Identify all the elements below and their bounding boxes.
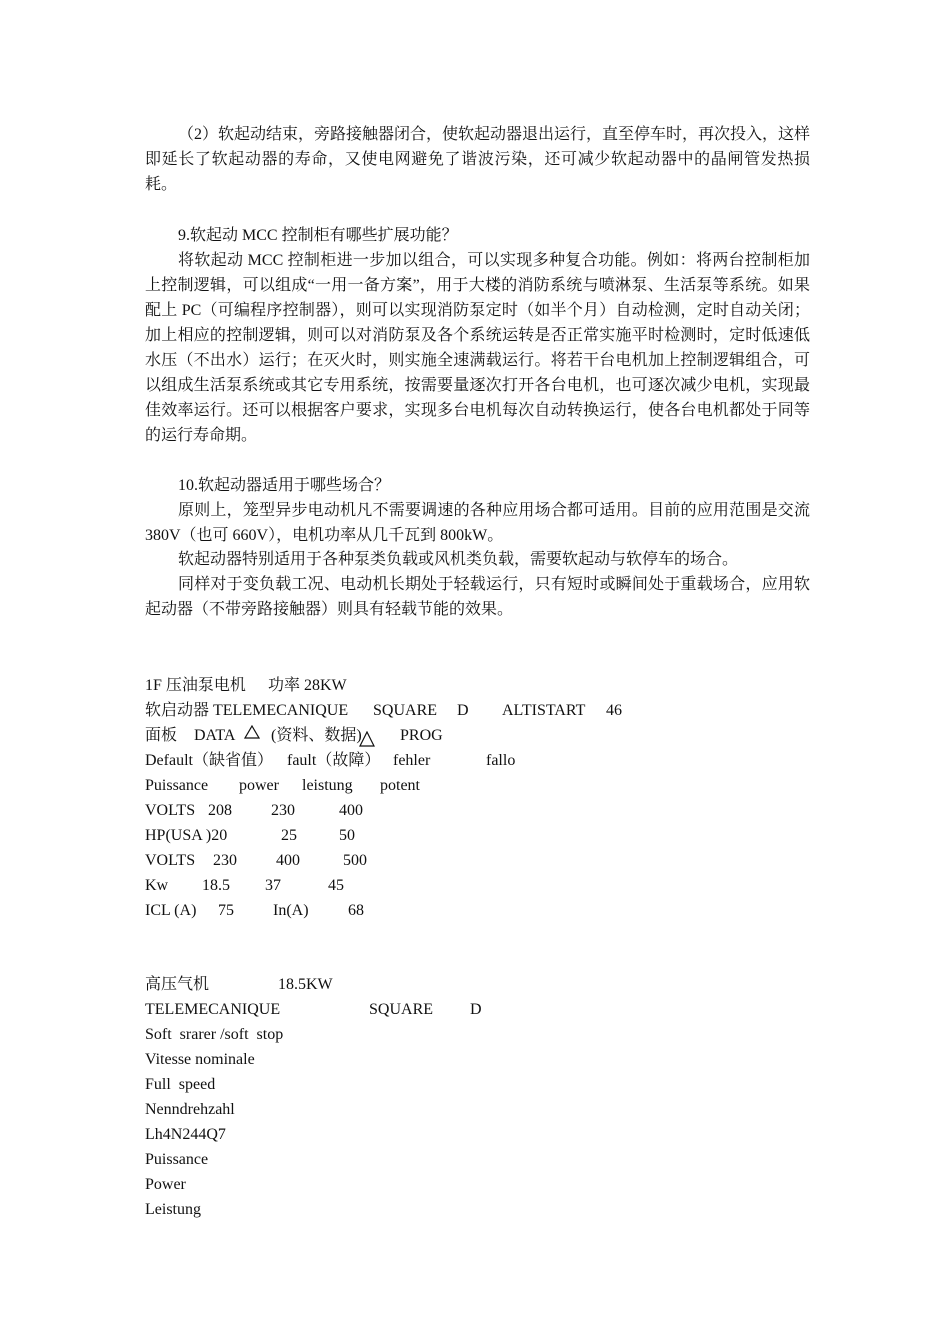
- icl-label: ICL (A): [145, 902, 197, 919]
- hp-value: 50: [339, 827, 355, 844]
- fault-label: fault（故障）: [287, 752, 381, 769]
- volts-value: 230: [213, 852, 237, 869]
- note-power: 18.5KW: [278, 976, 333, 993]
- volts-label: VOLTS: [145, 802, 196, 819]
- panel-data-note: (资料、数据): [271, 727, 362, 744]
- volts-label: VOLTS: [145, 852, 196, 869]
- kw-value: 37: [265, 877, 281, 894]
- kw-value: 18.5: [202, 877, 230, 894]
- question-10-answer-2: 软起动器特别适用于各种泵类负载或风机类负载，需要软起动与软停车的场合。: [178, 551, 739, 568]
- leistung-label: leistung: [302, 777, 353, 794]
- brand-d: D: [470, 1001, 482, 1018]
- hp-label: HP(USA )20: [145, 827, 228, 844]
- volts-value: 230: [271, 802, 295, 819]
- question-10-heading: 10.软起动器适用于哪些场合？: [178, 477, 391, 494]
- fehler-label: fehler: [393, 752, 431, 769]
- volts-value: 500: [343, 852, 367, 869]
- power-label: power: [239, 777, 279, 794]
- note-line: Vitesse nominale: [145, 1051, 255, 1068]
- note-line: Full speed: [145, 1076, 216, 1093]
- question-9-heading: 9.软起动 MCC 控制柜有哪些扩展功能？: [178, 227, 458, 244]
- fallo-label: fallo: [486, 752, 516, 769]
- hp-value: 25: [281, 827, 297, 844]
- brand-label: TELEMECANIQUE: [145, 1001, 281, 1018]
- volts-value: 400: [276, 852, 300, 869]
- volts-value: 208: [208, 802, 232, 819]
- question-10-answer-1: 原则上，笼型异步电动机凡不需要调速的各种应用场合都可适用。目前的应用范围是交流 380V（也可 660V），电机功率从几千瓦到 800kW。: [145, 502, 810, 544]
- starter-d: D: [457, 702, 469, 719]
- default-label: Default（缺省值）: [145, 752, 273, 769]
- note-line: Power: [145, 1176, 186, 1193]
- note-line: Lh4N244Q7: [145, 1126, 226, 1143]
- note-power: 功率 28KW: [268, 677, 347, 694]
- question-9-answer: 将软起动 MCC 控制柜进一步加以组合，可以实现多种复合功能。例如：将两台控制柜加上控制逻辑，可以组成“一用一备方案”，用于大楼的消防系统与喷淋泵、生活泵等系统。如果配上 PC（可编程序控制器），则可以实现消防泵定时（如半个月）自动检测，定时自动关闭；加上相应的控制逻辑，则可以对消防泵及各个系统运转是否正常实施平时检测时，定时低速低水压（不出水）运行；在灭火时，则实施全速满载运行。将若干台电机加上控制逻辑组合，可以组成生活泵系统或其它专用系统，按需要量逐次打开各台电机，也可逐次减少电机，实现最佳效率运行。还可以根据客户要求，实现多台电机每次自动转换运行，使各台电机都处于同等的运行寿命期。: [145, 252, 810, 444]
- starter-square: SQUARE: [373, 702, 438, 719]
- volts-value: 400: [339, 802, 363, 819]
- paragraph-soft-start-end: （2）软起动结束，旁路接触器闭合，使软起动器退出运行，直至停车时，再次投入，这样即延长了软起动器的寿命，又使电网避免了谐波污染，还可减少软起动器中的晶闸管发热损耗。: [145, 126, 811, 193]
- note-line: Soft srarer /soft stop: [145, 1026, 284, 1043]
- panel-data: DATA: [194, 727, 236, 744]
- note-title: 1F 压油泵电机: [145, 677, 246, 694]
- kw-label: Kw: [145, 877, 169, 894]
- kw-value: 45: [328, 877, 344, 894]
- brand-square: SQUARE: [369, 1001, 434, 1018]
- starter-number: 46: [606, 702, 622, 719]
- icl-value: 75: [218, 902, 234, 919]
- in-label: In(A): [273, 902, 309, 919]
- panel-prog: PROG: [400, 727, 443, 744]
- starter-model: ALTISTART: [502, 702, 586, 719]
- panel-label: 面板: [145, 727, 178, 744]
- in-value: 68: [348, 902, 364, 919]
- potent-label: potent: [380, 777, 420, 794]
- note-line: Nenndrehzahl: [145, 1101, 235, 1118]
- puissance-label: Puissance: [145, 777, 209, 794]
- note-title: 高压气机: [145, 976, 210, 993]
- note-line: Leistung: [145, 1201, 201, 1218]
- note-line: Puissance: [145, 1151, 209, 1168]
- question-10-answer-3: 同样对于变负载工况、电动机长期处于轻载运行，只有短时或瞬间处于重载场合，应用软起动器（不带旁路接触器）则具有轻载节能的效果。: [145, 576, 810, 618]
- starter-brand: 软启动器 TELEMECANIQUE: [145, 702, 349, 719]
